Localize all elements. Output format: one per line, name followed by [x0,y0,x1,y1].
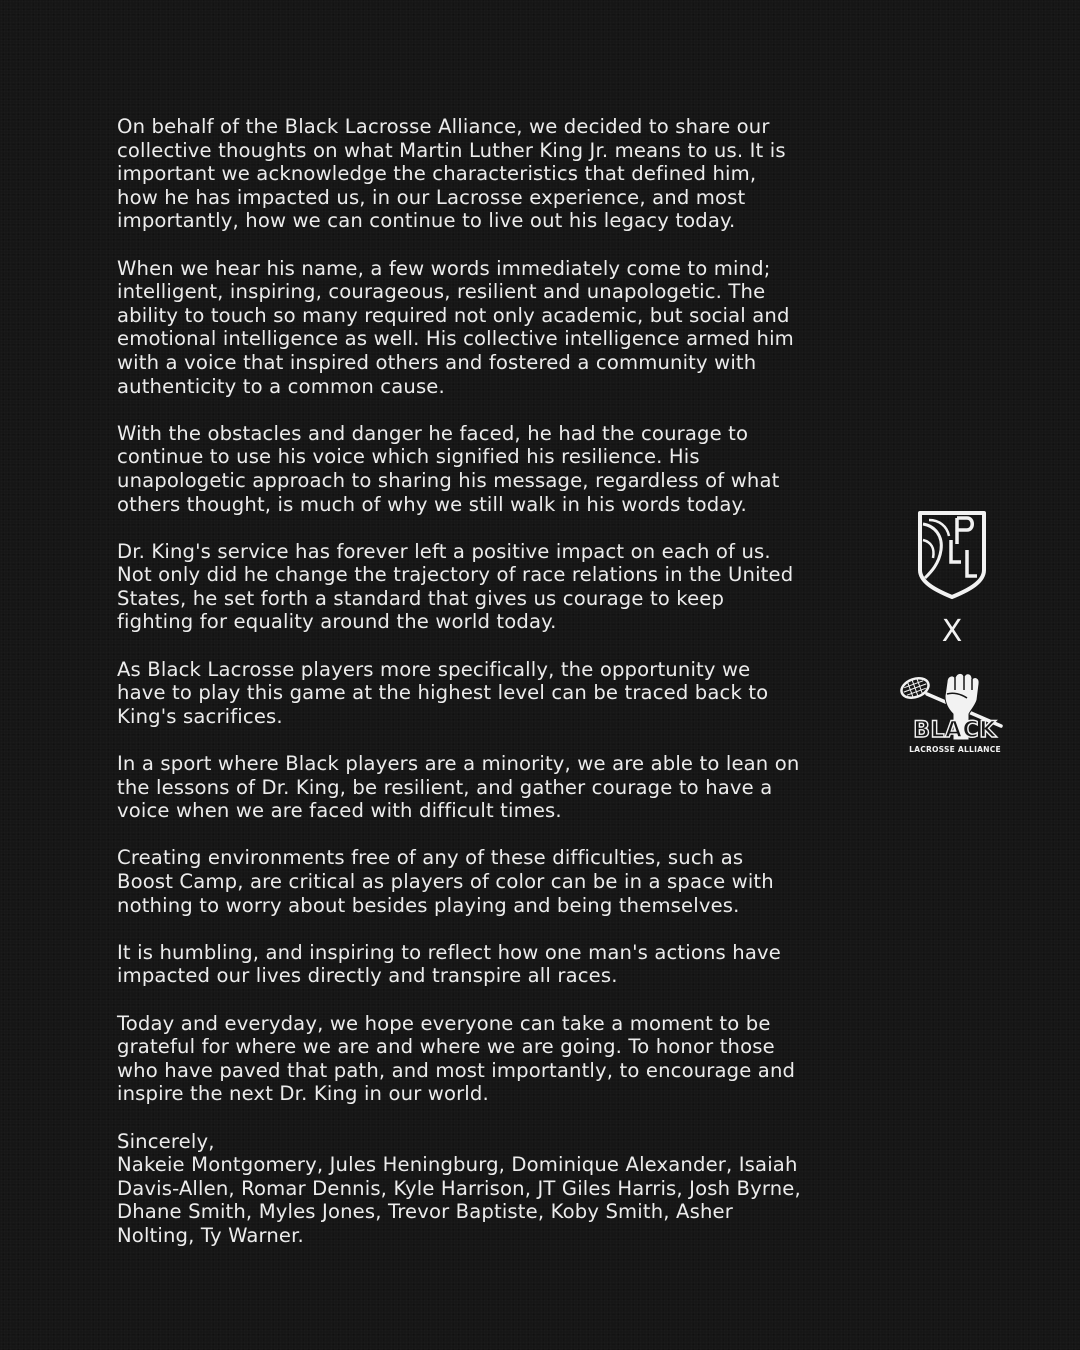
letter-paragraph-1: On behalf of the Black Lacrosse Alliance, we decided to share our collective thoughts on what Martin Luther King Jr. means to us. It is important we acknowledge the characteristics that defined him, how he has impacted us, in our Lacrosse experience, and most importantly, how we can continue to live out his legacy today. [117,115,786,233]
letter-paragraph-8: It is humbling, and inspiring to reflect how one man's actions have impacted our lives directly and transpire all races. [117,940,781,988]
letter-signatories: Nakeie Montgomery, Jules Heningburg, Dominique Alexander, Isaiah Davis-Allen, Romar Dennis, Kyle Harrison, JT Giles Harris, Josh Byrne, Dhane Smith, Myles Jones, Trevor Baptiste, Koby Smith, Asher Nolting, Ty Warner. [117,1153,801,1247]
letter-body [117,115,857,1248]
letter-paragraph-7: Creating environments free of any of these difficulties, such as Boost Camp, are critical as players of color can be in a space with nothing to worry about besides playing and being themselves. [117,846,774,917]
letter-paragraph-9: Today and everyday, we hope everyone can take a moment to be grateful for where we are and where we are going. To honor those who have paved that path, and most importantly, to encourage and inspire the next Dr. King in our world. [117,1011,796,1106]
pll-shield-logo-icon [917,510,987,600]
letter-closing: Sincerely, [117,1129,215,1153]
collaboration-x: X [941,614,963,649]
bla-subtitle: LACROSSE ALLIANCE [909,745,1001,754]
letter-paragraph-3: With the obstacles and danger he faced, he had the courage to continue to use his voice which signified his resilience. His unapologetic approach to sharing his message, regardless of what others thought, is much of why we still walk in his words today. [117,421,780,516]
letter-paragraph-4: Dr. King's service has forever left a positive impact on each of us. Not only did he change the trajectory of race relations in the United States, he set forth a standard that gives us courage to keep fighting for equality around the world today. [117,539,794,634]
letter-paragraph-2: When we hear his name, a few words immediately come to mind; intelligent, inspiring, courageous, resilient and unapologetic. The ability to touch so many required not only academic, but social and emotional intelligence as well. His collective intelligence armed him with a voice that inspired others and fostered a community with authenticity to a common cause. [117,256,794,398]
bla-wordmark: BLACK [913,718,997,743]
letter-paragraph-5: As Black Lacrosse players more specifically, the opportunity we have to play this game at the highest level can be traced back to King's sacrifices. [117,657,769,728]
letter-paragraph-6: In a sport where Black players are a minority, we are able to lean on the lessons of Dr. King, be resilient, and gather courage to have a voice when we are faced with difficult times. [117,752,800,823]
